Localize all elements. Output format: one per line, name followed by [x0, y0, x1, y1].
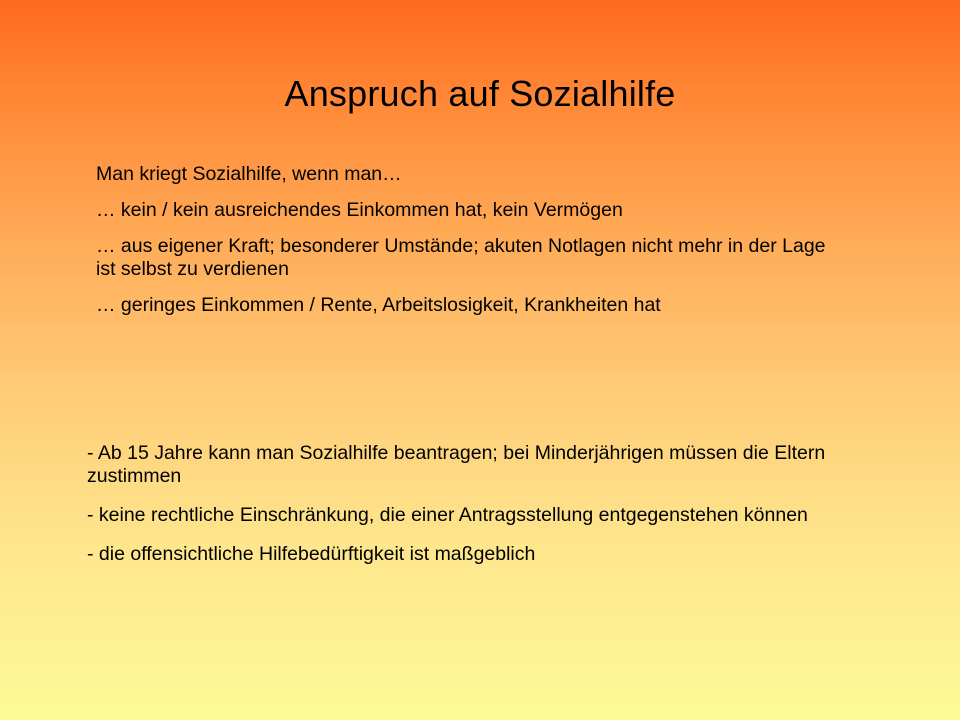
note-item: - Ab 15 Jahre kann man Sozialhilfe beantragen; bei Minderjährigen müssen die Eltern zustimmen — [87, 442, 826, 487]
notes-text-block — [87, 442, 847, 582]
note-item: - die offensichtliche Hilfebedürftigkeit ist maßgeblich — [87, 543, 536, 565]
intro-item: … kein / kein ausreichendes Einkommen hat, kein Vermögen — [96, 199, 623, 221]
intro-lead: Man kriegt Sozialhilfe, wenn man… — [96, 163, 402, 185]
slide-title: Anspruch auf Sozialhilfe — [284, 73, 676, 114]
intro-text-block — [96, 163, 836, 330]
note-item: - keine rechtliche Einschränkung, die einer Antragsstellung entgegenstehen können — [87, 504, 808, 526]
intro-item: … aus eigener Kraft; besonderer Umstände; akuten Notlagen nicht mehr in der Lage ist selbst zu verdienen — [96, 235, 826, 280]
intro-item: … geringes Einkommen / Rente, Arbeitslosigkeit, Krankheiten hat — [96, 294, 661, 316]
